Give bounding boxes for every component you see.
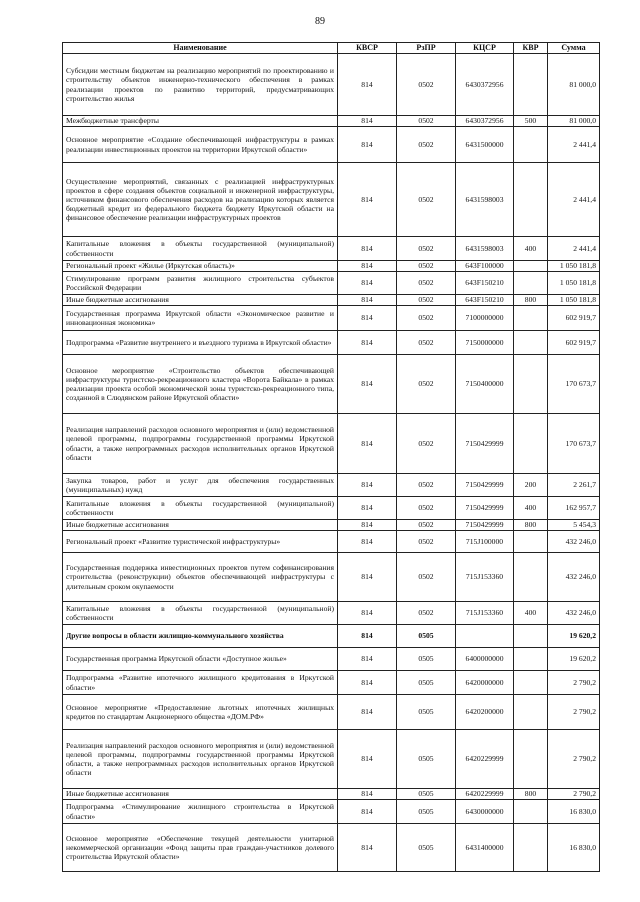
row-kvr: 800: [514, 520, 548, 531]
row-name: Иные бюджетные ассигнования: [63, 520, 338, 531]
row-sum: 432 246,0: [548, 531, 600, 553]
table-row: [63, 355, 600, 414]
row-kvr: [514, 261, 548, 272]
row-rzpr: 0505: [397, 730, 456, 789]
row-name: Стимулирование программ развития жилищного строительства субъектов Российской Федерации: [63, 272, 338, 295]
row-rzpr: 0502: [397, 331, 456, 355]
column-header-kcsr: КЦСР: [456, 43, 514, 54]
row-kvsr: 814: [338, 625, 397, 648]
table-row: [63, 497, 600, 520]
table-row: [63, 730, 600, 789]
row-kvsr: 814: [338, 261, 397, 272]
table-row: [63, 625, 600, 648]
row-kcsr: 6420000000: [456, 671, 514, 695]
row-rzpr: 0505: [397, 800, 456, 824]
row-rzpr: 0502: [397, 414, 456, 474]
row-kcsr: 6431400000: [456, 824, 514, 872]
page-number: 89: [315, 16, 325, 27]
row-sum: 81 000,0: [548, 116, 600, 127]
row-kvsr: 814: [338, 163, 397, 237]
row-rzpr: 0502: [397, 553, 456, 602]
row-kvsr: 814: [338, 730, 397, 789]
row-name: Иные бюджетные ассигнования: [63, 789, 338, 800]
row-sum: 432 246,0: [548, 553, 600, 602]
row-rzpr: 0505: [397, 671, 456, 695]
row-kcsr: 6420200000: [456, 695, 514, 730]
row-kvsr: 814: [338, 497, 397, 520]
row-name: Межбюджетные трансферты: [63, 116, 338, 127]
row-rzpr: 0502: [397, 237, 456, 261]
row-kvr: [514, 824, 548, 872]
row-kvr: [514, 54, 548, 116]
row-kvsr: 814: [338, 474, 397, 497]
column-header-kvsr: КВСР: [338, 43, 397, 54]
row-kvr: [514, 331, 548, 355]
row-rzpr: 0502: [397, 261, 456, 272]
row-kvr: 200: [514, 474, 548, 497]
row-kvsr: 814: [338, 602, 397, 625]
row-rzpr: 0502: [397, 295, 456, 306]
table-row: [63, 671, 600, 695]
row-rzpr: 0502: [397, 306, 456, 331]
row-sum: 81 000,0: [548, 54, 600, 116]
table-row: [63, 520, 600, 531]
row-rzpr: 0505: [397, 824, 456, 872]
row-kvsr: 814: [338, 272, 397, 295]
row-kvr: [514, 625, 548, 648]
row-kvsr: 814: [338, 237, 397, 261]
row-sum: 602 919,7: [548, 306, 600, 331]
row-kcsr: 715J100000: [456, 531, 514, 553]
row-kvr: [514, 272, 548, 295]
row-name: Подпрограмма «Развитие внутреннего и въездного туризма в Иркутской области»: [63, 331, 338, 355]
table-row: [63, 602, 600, 625]
row-kvsr: 814: [338, 306, 397, 331]
row-rzpr: 0505: [397, 648, 456, 671]
row-sum: 2 790,2: [548, 730, 600, 789]
row-sum: 1 050 181,8: [548, 261, 600, 272]
row-kvsr: 814: [338, 127, 397, 163]
row-kvsr: 814: [338, 824, 397, 872]
row-kcsr: 643F150210: [456, 295, 514, 306]
table-row: [63, 331, 600, 355]
row-sum: 170 673,7: [548, 414, 600, 474]
row-rzpr: 0502: [397, 531, 456, 553]
column-header-name: Наименование: [63, 43, 338, 54]
row-rzpr: 0505: [397, 695, 456, 730]
row-kvr: [514, 695, 548, 730]
row-name: Осуществление мероприятий, связанных с реализацией инфраструктурных проектов в сфере создания объектов социальной и инженерной инфраструктуры, источником финансового обеспечения расходов на реализацию которых является бюджетный кредит из федерального бюджета бюджету Иркутской области на финансовое обеспечение реализации инфраструктурных проектов: [63, 163, 338, 237]
table-row: [63, 824, 600, 872]
row-name: Государственная поддержка инвестиционных проектов путем софинансирования строительства (реконструкции) объектов обеспечивающей инфраструктуры с длительным сроком окупаемости: [63, 553, 338, 602]
row-kvr: 400: [514, 237, 548, 261]
row-sum: 162 957,7: [548, 497, 600, 520]
row-kcsr: 7150429999: [456, 520, 514, 531]
row-kvr: 500: [514, 116, 548, 127]
row-kvr: [514, 800, 548, 824]
row-kvr: [514, 648, 548, 671]
row-kcsr: 6420229999: [456, 789, 514, 800]
row-sum: 432 246,0: [548, 602, 600, 625]
table-row: [63, 414, 600, 474]
row-sum: 2 261,7: [548, 474, 600, 497]
table-row: [63, 695, 600, 730]
row-kvr: [514, 163, 548, 237]
row-sum: 16 830,0: [548, 824, 600, 872]
row-kvsr: 814: [338, 331, 397, 355]
row-name: Капитальные вложения в объекты государственной (муниципальной) собственности: [63, 237, 338, 261]
table-row: [63, 648, 600, 671]
row-sum: 19 620,2: [548, 648, 600, 671]
row-kcsr: 6431598003: [456, 237, 514, 261]
row-kcsr: 6400000000: [456, 648, 514, 671]
row-kvsr: 814: [338, 800, 397, 824]
budget-table: [62, 42, 600, 872]
table-row: [63, 272, 600, 295]
row-name: Подпрограмма «Стимулирование жилищного строительства в Иркутской области»: [63, 800, 338, 824]
row-kcsr: 7100000000: [456, 306, 514, 331]
table-row: [63, 295, 600, 306]
table-row: [63, 789, 600, 800]
table-row: [63, 54, 600, 116]
row-kvsr: 814: [338, 531, 397, 553]
row-name: Государственная программа Иркутской области «Доступное жилье»: [63, 648, 338, 671]
row-rzpr: 0502: [397, 272, 456, 295]
row-kvsr: 814: [338, 355, 397, 414]
row-sum: 2 441,4: [548, 163, 600, 237]
table-row: [63, 237, 600, 261]
row-rzpr: 0505: [397, 789, 456, 800]
row-kcsr: 7150400000: [456, 355, 514, 414]
row-sum: 2 790,2: [548, 789, 600, 800]
header-row: [63, 43, 600, 54]
row-kvr: 800: [514, 789, 548, 800]
row-kvr: [514, 531, 548, 553]
row-kvsr: 814: [338, 295, 397, 306]
row-rzpr: 0502: [397, 474, 456, 497]
column-header-sum: Сумма: [548, 43, 600, 54]
row-kcsr: 6430372956: [456, 116, 514, 127]
row-kcsr: 6420229999: [456, 730, 514, 789]
row-sum: 1 050 181,8: [548, 295, 600, 306]
row-sum: 170 673,7: [548, 355, 600, 414]
row-name: Основное мероприятие «Создание обеспечивающей инфраструктуры в рамках реализации инвестиционных проектов на территории Иркутской области»: [63, 127, 338, 163]
row-kvsr: 814: [338, 789, 397, 800]
row-sum: 2 441,4: [548, 237, 600, 261]
row-name: Региональный проект «Жилье (Иркутская область)»: [63, 261, 338, 272]
row-kvsr: 814: [338, 671, 397, 695]
row-kvsr: 814: [338, 54, 397, 116]
row-rzpr: 0502: [397, 163, 456, 237]
column-header-kvr: КВР: [514, 43, 548, 54]
row-sum: 2 441,4: [548, 127, 600, 163]
row-name: Реализация направлений расходов основного мероприятия и (или) ведомственной целевой программы, подпрограммы государственной программы Иркутской области, а также непрограммных расходов исполнительных органов Иркутской области: [63, 730, 338, 789]
row-kcsr: 715J153360: [456, 602, 514, 625]
row-kvr: [514, 355, 548, 414]
row-rzpr: 0502: [397, 54, 456, 116]
row-kcsr: 6430372956: [456, 54, 514, 116]
row-kvsr: 814: [338, 695, 397, 730]
row-kcsr: 643F150210: [456, 272, 514, 295]
table-row: [63, 800, 600, 824]
row-kcsr: 6430000000: [456, 800, 514, 824]
table-row: [63, 306, 600, 331]
row-name: Основное мероприятие «Обеспечение текущей деятельности унитарной некоммерческой организации «Фонд защиты прав граждан-участников долевого строительства Иркутской области»: [63, 824, 338, 872]
row-kcsr: 6431598003: [456, 163, 514, 237]
row-name: Капитальные вложения в объекты государственной (муниципальной) собственности: [63, 497, 338, 520]
row-name: Основное мероприятие «Строительство объектов обеспечивающей инфраструктуры туристско-рекреационного кластера «Ворота Байкала» в рамках реализации проекта особой экономической зоны туристско-рекреационного типа, созданной в Слюдянском районе Иркутской области»: [63, 355, 338, 414]
row-name: Основное мероприятие «Предоставление льготных ипотечных жилищных кредитов по стандартам Акционерного общества «ДОМ.РФ»: [63, 695, 338, 730]
row-name: Капитальные вложения в объекты государственной (муниципальной) собственности: [63, 602, 338, 625]
row-kvsr: 814: [338, 648, 397, 671]
row-name: Закупка товаров, работ и услуг для обеспечения государственных (муниципальных) нужд: [63, 474, 338, 497]
row-name: Государственная программа Иркутской области «Экономическое развитие и инновационная экономика»: [63, 306, 338, 331]
row-rzpr: 0502: [397, 127, 456, 163]
row-kvr: [514, 730, 548, 789]
row-kvr: [514, 553, 548, 602]
row-name: Подпрограмма «Развитие ипотечного жилищного кредитования в Иркутской области»: [63, 671, 338, 695]
row-kvr: [514, 127, 548, 163]
row-sum: 1 050 181,8: [548, 272, 600, 295]
row-rzpr: 0502: [397, 497, 456, 520]
row-kvsr: 814: [338, 520, 397, 531]
row-rzpr: 0502: [397, 116, 456, 127]
row-kvr: [514, 671, 548, 695]
row-sum: 2 790,2: [548, 695, 600, 730]
row-kcsr: 7150429999: [456, 497, 514, 520]
row-name: Иные бюджетные ассигнования: [63, 295, 338, 306]
row-kvsr: 814: [338, 116, 397, 127]
row-rzpr: 0502: [397, 355, 456, 414]
table-row: [63, 553, 600, 602]
row-rzpr: 0502: [397, 520, 456, 531]
column-header-rzpr: РзПР: [397, 43, 456, 54]
row-name: Реализация направлений расходов основного мероприятия и (или) ведомственной целевой программы, подпрограммы государственной программы Иркутской области, а также непрограммных расходов исполнительных органов Иркутской области: [63, 414, 338, 474]
row-kvr: 800: [514, 295, 548, 306]
row-kvsr: 814: [338, 553, 397, 602]
table-row: [63, 163, 600, 237]
row-kcsr: 7150429999: [456, 474, 514, 497]
row-kcsr: 7150000000: [456, 331, 514, 355]
row-sum: 5 454,3: [548, 520, 600, 531]
row-sum: 602 919,7: [548, 331, 600, 355]
row-kcsr: 7150429999: [456, 414, 514, 474]
row-rzpr: 0502: [397, 602, 456, 625]
row-kvr: [514, 306, 548, 331]
row-kcsr: 715J153360: [456, 553, 514, 602]
row-sum: 16 830,0: [548, 800, 600, 824]
table-row: [63, 474, 600, 497]
row-kcsr: 6431500000: [456, 127, 514, 163]
row-kvr: [514, 414, 548, 474]
row-name: Субсидии местным бюджетам на реализацию мероприятий по проектированию и строительству объектов инженерно-технического обеспечения в рамках реализации проектов по развитию территорий, предусматривающих строительство жилья: [63, 54, 338, 116]
row-rzpr: 0505: [397, 625, 456, 648]
row-kcsr: 643F100000: [456, 261, 514, 272]
row-kvr: 400: [514, 602, 548, 625]
row-kvsr: 814: [338, 414, 397, 474]
table-row: [63, 127, 600, 163]
row-sum: 19 620,2: [548, 625, 600, 648]
row-kvr: 400: [514, 497, 548, 520]
table-row: [63, 116, 600, 127]
row-name: Региональный проект «Развитие туристической инфраструктуры»: [63, 531, 338, 553]
row-name: Другие вопросы в области жилищно-коммунального хозяйства: [63, 625, 338, 648]
table-row: [63, 531, 600, 553]
table-row: [63, 261, 600, 272]
row-kcsr: [456, 625, 514, 648]
row-sum: 2 790,2: [548, 671, 600, 695]
